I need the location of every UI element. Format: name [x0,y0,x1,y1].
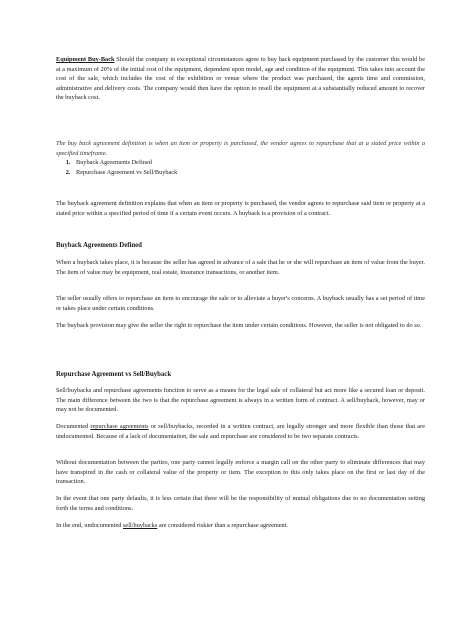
sell-buybacks-link[interactable]: sell/buybacks [122,522,158,529]
summary-italic: The buy back agreement definition is when an item or property is purchased, the vendor agrees to repurchase that at a stated price within a specified timeframe. [56,140,425,157]
section-buyback-defined [56,241,425,251]
summary-list [56,158,425,177]
section1-paragraph-2: The seller usually offers to repurchase an item to encourage the sale or to alleviate a buyer's concerns. A buyback usually has a set period of time or takes place under certain conditions. [56,295,425,312]
intro-term: Equipment Buy-Back [56,56,115,63]
intro-text: Should the company in exceptional circumstances agree to buy back equipment purchased by the customer this would be at a maximum of 20% of the initial cost of the equipment, dependent upon model, age and condition of the equipment. This takes into account the cost of the sale, which includes the cost of the exhibition or venue where the product was purchased, the agents time and commission, administrative and delivery costs. The company would then have the option to resell the equipment at a substantially reduced amount to recover the buyback cost. [56,56,425,102]
section-repurchase-vs-sellbuyback [56,370,425,380]
summary-block [56,139,425,177]
section1-paragraph-1: When a buyback takes place, it is because the seller has agreed in advance of a sale that he or she will repurchase an item of value from the buyer. The item of value may be equipment, real estate, insurance transactions, or another item. [56,259,425,276]
summary-list-item-1: 1. Buyback Agreements Defined [72,158,425,168]
repurchase-agreements-link[interactable]: repurchase agreements [90,423,149,430]
section-heading: Buyback Agreements Defined [56,242,142,249]
section2-paragraph-5: In the end, undocumented sell/buybacks are considered riskier than a repurchase agreement. [56,522,289,529]
section2-paragraph-3: Without documentation between the parties, one party cannot legally enforce a margin call on the other party to eliminate differences that may have transpired in the cash or collateral value of the property or item. The exception to this only takes place on the first or last day of the transaction. [56,459,425,486]
section2-paragraph-4: In the event that one party defaults, it is less certain that there will be the responsibility of mutual obligations due to no documentation setting forth the terms and conditions. [56,495,425,512]
summary-list-item-2: 2. Repurchase Agreement vs Sell/Buyback [72,168,425,178]
section2-paragraph-2: Documented repurchase agreements or sell/buybacks, recorded in a written contract, are legally stronger and more flexible than those that are undocumented. Because of a lack of documentation, the sale and repurchase are considered to be two separate contracts. [56,423,425,440]
definition-paragraph: The buyback agreement definition explains that when an item or property is purchased, the vendor agrees to repurchase said item or property at a stated price within a specified period of time if a certain event occurs. A buyback is a provision of a contract. [56,200,425,217]
section1-paragraph-3: The buyback provision may give the seller the right to repurchase the item under certain conditions. However, the seller is not obligated to do so. [56,322,422,329]
intro-paragraph [56,55,425,103]
section2-paragraph-1: Sell/buybacks and repurchase agreements function to serve as a means for the legal sale of collateral but act more like a secured loan or deposit. The main difference between the two is that the repurchase agreement is always in a written form of contract. A sell/buyback, however, may or may not be documented. [56,387,425,414]
section-heading: Repurchase Agreement vs Sell/Buyback [56,371,172,378]
